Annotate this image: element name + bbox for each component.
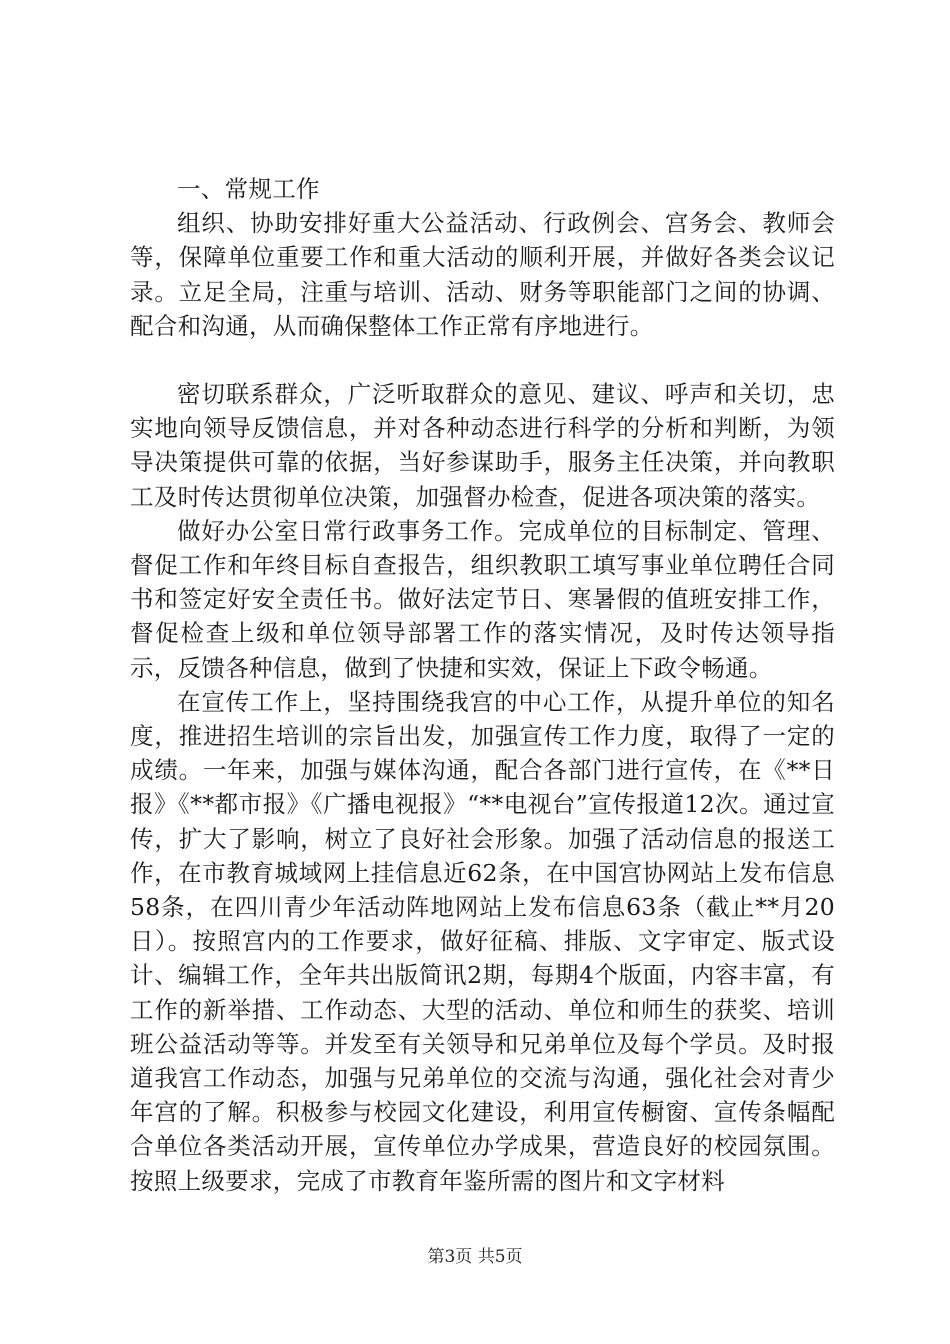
section-heading: 一、常规工作: [177, 175, 320, 203]
paragraph-publicity: 在宣传工作上，坚持围绕我宫的中心工作，从提升单位的知名度，推进招生培训的宗旨出发，加强宣传工作力度，取得了一定的成绩。一年来，加强与媒体沟通，配合各部门进行宣传，在《**日报》《**都市报》《广播电视报》“**电视台”宣传报道12次。通过宣传，扩大了影响，树立了良好社会形象。加强了活动信息的报送工作，在市教育城域网上挂信息近62条，在中国宫协网站上发布信息58条，在四川青少年活动阵地网站上发布信息63条（截止**月20日）。按照宫内的工作要求，做好征稿、排版、文字审定、版式设计、编辑工作，全年共出版简讯2期，每期4个版面，内容丰富，有工作的新举措、工作动态、大型的活动、单位和师生的获奖、培训班公益活动等等。并发至有关领导和兄弟单位及每个学员。及时报道我宫工作动态，加强与兄弟单位的交流与沟通，强化社会对青少年宫的了解。积极参与校园文化建设，利用宣传橱窗、宣传条幅配合单位各类活动开展，宣传单位办学成果，营造良好的校园氛围。按照上级要求，完成了市教育年鉴所需的图片和文字材料: [130, 687, 835, 1195]
document-body: [130, 172, 835, 1198]
paragraph-meetings: 组织、协助安排好重大公益活动、行政例会、宫务会、教师会等，保障单位重要工作和重大活动的顺利开展，并做好各类会议记录。立足全局，注重与培训、活动、财务等职能部门之间的协调、配合和沟通，从而确保整体工作正常有序地进行。: [130, 209, 835, 340]
paragraph-liaison: 密切联系群众，广泛听取群众的意见、建议、呼声和关切，忠实地向领导反馈信息，并对各种动态进行科学的分析和判断，为领导决策提供可靠的依据，当好参谋助手，服务主任决策，并向教职工及时传达贯彻单位决策，加强督办检查，促进各项决策的落实。: [130, 380, 835, 511]
page-number-footer: 第3页 共5页: [427, 1247, 523, 1267]
paragraph-spacer: [130, 343, 835, 377]
paragraph-admin-affairs: 做好办公室日常行政事务工作。完成单位的目标制定、管理、督促工作和年终目标自查报告，组织教职工填写事业单位聘任合同书和签定好安全责任书。做好法定节日、寒暑假的值班安排工作，督促检查上级和单位领导部署工作的落实情况，及时传达领导指示，反馈各种信息，做到了快捷和实效，保证上下政令畅通。: [130, 516, 835, 682]
